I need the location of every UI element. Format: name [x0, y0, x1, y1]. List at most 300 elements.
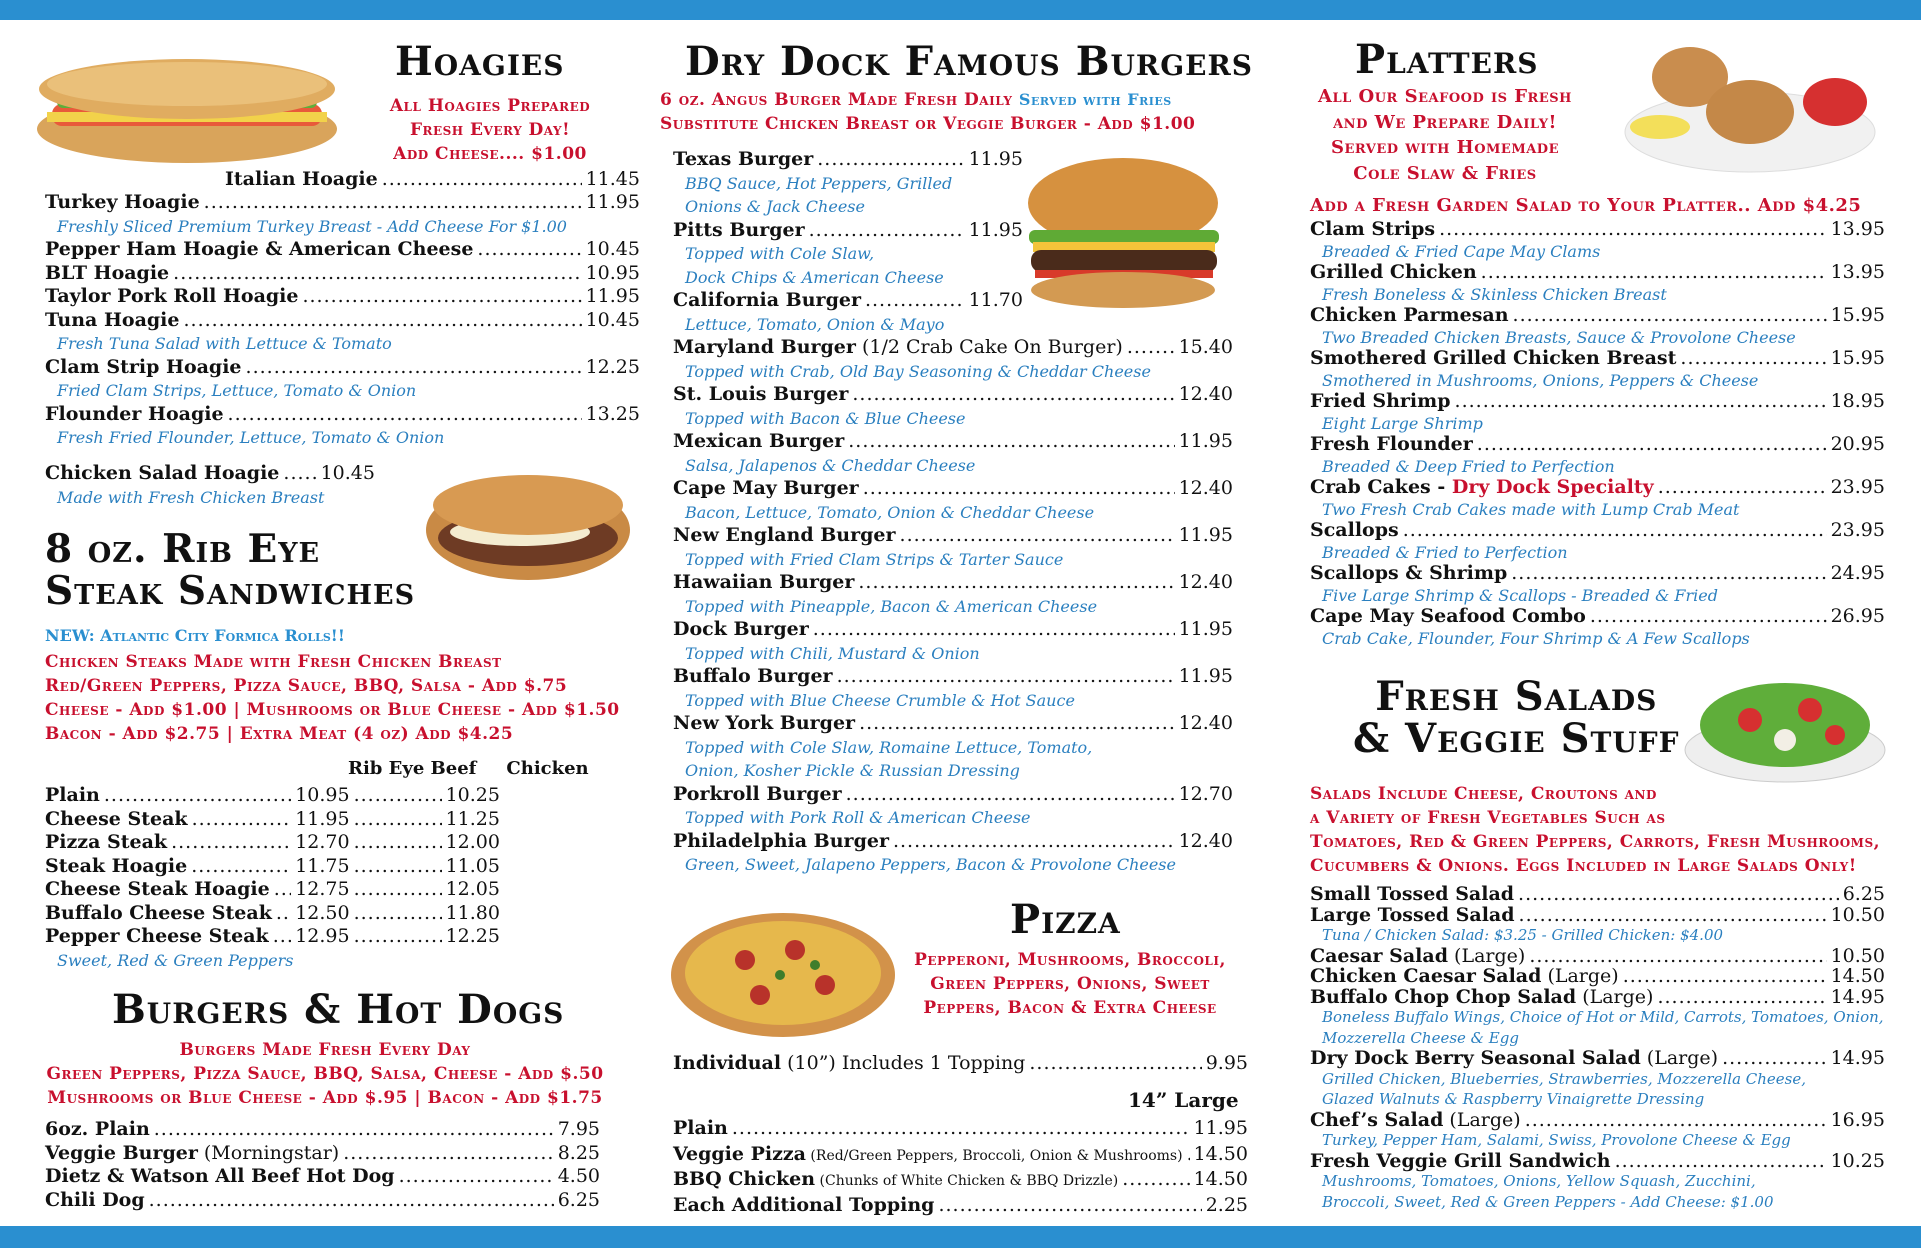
item-price: 11.95	[1178, 524, 1233, 546]
col-header-beef: Rib Eye Beef	[348, 758, 477, 779]
item-name: New York Burger	[673, 712, 856, 734]
menu-item	[225, 168, 640, 192]
steaks-note: Bacon - Add $2.75 | Extra Meat (4 oz) Add $4.25	[45, 724, 514, 744]
item-desc: Fresh Fried Flounder, Lettuce, Tomato & Onion	[57, 428, 445, 447]
burgers-note-red: 6 oz. Angus Burger Made Fresh Daily	[660, 90, 1013, 110]
item-price: 12.25	[585, 355, 640, 378]
item-desc: Eight Large Shrimp	[1322, 413, 1483, 433]
top-band	[0, 0, 1921, 20]
dot-leader	[1680, 348, 1826, 370]
dot-leader	[192, 808, 292, 832]
dot-leader	[846, 783, 1175, 807]
burgers-list	[673, 148, 1233, 877]
item-name: Pepper Cheese Steak	[45, 925, 269, 947]
menu-item	[673, 148, 1023, 172]
platters-note: Served with Homemade	[1331, 137, 1559, 158]
item-name: Caesar Salad	[1310, 944, 1449, 967]
item-price: 13.95	[1830, 261, 1885, 283]
dot-leader	[1187, 1143, 1190, 1167]
item-price-chicken: 11.05	[445, 854, 500, 877]
item-price: 8.25	[557, 1141, 600, 1164]
dot-leader	[276, 902, 291, 926]
dot-leader	[809, 219, 965, 243]
item-price: 14.95	[1830, 985, 1885, 1008]
col-header-chicken: Chicken	[506, 758, 589, 779]
menu-item	[673, 571, 1233, 595]
item-name: Plain	[45, 784, 100, 806]
item-price: 10.95	[585, 261, 640, 284]
hotdogs-note: Green Peppers, Pizza Sauce, BBQ, Salsa, Cheese - Add $.50	[46, 1064, 604, 1084]
menu-item	[45, 285, 640, 309]
menu-item	[673, 1052, 1248, 1076]
item-price-chicken: 11.25	[445, 807, 500, 830]
dot-leader	[1722, 1048, 1827, 1069]
item-name: St. Louis Burger	[673, 383, 849, 405]
menu-item	[673, 1117, 1248, 1143]
item-name: Small Tossed Salad	[1310, 883, 1515, 905]
item-name-wrap	[45, 1118, 150, 1142]
item-price: 18.95	[1830, 390, 1885, 412]
item-price: 24.95	[1830, 562, 1885, 584]
item-desc: Turkey, Pepper Ham, Salami, Swiss, Provolone Cheese & Egg	[1322, 1131, 1791, 1149]
dot-leader	[1529, 946, 1826, 967]
item-name: Chicken Salad Hoagie	[45, 462, 280, 484]
dot-leader	[813, 618, 1175, 642]
item-price: 12.40	[1178, 383, 1233, 405]
item-name: Fried Shrimp	[1310, 390, 1451, 412]
item-name: Large Tossed Salad	[1310, 903, 1515, 926]
dot-leader	[1590, 606, 1827, 628]
dot-leader	[154, 1118, 554, 1142]
item-price: 14.50	[1193, 1142, 1248, 1165]
menu-item	[1310, 1048, 1885, 1069]
item-name: New England Burger	[673, 524, 896, 546]
item-price: 10.25	[1830, 1149, 1885, 1172]
item-name-wrap	[1310, 1048, 1718, 1069]
item-name: Chef’s Salad	[1310, 1108, 1444, 1131]
dot-leader	[354, 878, 442, 902]
item-price: 11.70	[968, 289, 1023, 311]
hoagies-note: Add Cheese.... $1.00	[393, 144, 587, 164]
item-desc: Topped with Crab, Old Bay Seasoning & Cheddar Cheese	[685, 361, 1151, 381]
item-price: 13.25	[585, 402, 640, 425]
menu-item	[1310, 262, 1885, 284]
item-name: Taylor Pork Roll Hoagie	[45, 285, 299, 307]
salads-note: a Variety of Fresh Vegetables Such as	[1310, 808, 1666, 828]
item-desc: Freshly Sliced Premium Turkey Breast - Add Cheese For $1.00	[57, 216, 567, 236]
item-name: Cape May Burger	[673, 477, 859, 499]
item-name: Tuna Hoagie	[45, 308, 180, 331]
item-name: BBQ Chicken	[673, 1168, 816, 1190]
platters-list	[1310, 219, 1885, 649]
item-name-wrap	[1310, 391, 1451, 413]
menu-item	[673, 712, 1233, 736]
item-name: Italian Hoagie	[225, 168, 378, 190]
item-name: Scallops & Shrimp	[1310, 562, 1508, 584]
dot-leader	[1657, 987, 1826, 1008]
burgers-notes	[660, 88, 1195, 136]
bottom-band	[0, 1226, 1921, 1248]
item-desc: Mushrooms, Tomatoes, Onions, Yellow Squash, Zucchini,	[1322, 1172, 1756, 1190]
item-desc: Fried Clam Strips, Lettuce, Tomato & Onion	[57, 381, 417, 400]
steaks-note: Red/Green Peppers, Pizza Sauce, BBQ, Salsa - Add $.75	[45, 676, 568, 696]
menu-item	[45, 1142, 600, 1166]
item-price-beef: 12.95	[295, 925, 350, 947]
dot-leader	[1511, 563, 1826, 585]
item-name-wrap	[45, 1189, 145, 1213]
item-name: Maryland Burger	[673, 336, 856, 358]
dot-leader	[343, 1142, 553, 1166]
dot-leader	[837, 665, 1175, 689]
platters-note: Cole Slaw & Fries	[1353, 162, 1537, 184]
menu-item	[673, 1194, 1248, 1220]
item-price: 12.70	[1178, 782, 1233, 805]
item-desc: Tuna / Chicken Salad: $3.25 - Grilled Chicken: $4.00	[1322, 926, 1724, 944]
item-desc: Topped with Cole Slaw, Romaine Lettuce, Tomato,	[685, 737, 1093, 757]
item-name-wrap	[1310, 987, 1653, 1008]
item-desc: Topped with Fried Clam Strips & Tarter Sauce	[685, 549, 1064, 569]
menu-item	[45, 878, 605, 902]
platters-salad-note: Add a Fresh Garden Salad to Your Platter.. Add $4.25	[1310, 195, 1862, 216]
item-price: 10.45	[585, 238, 640, 260]
dot-leader	[1623, 966, 1827, 987]
hoagies-title: Hoagies	[395, 38, 565, 85]
item-price-beef: 10.95	[295, 784, 350, 806]
item-name: Dry Dock Berry Seasonal Salad	[1310, 1047, 1641, 1069]
dot-leader	[938, 1194, 1201, 1218]
item-desc: Topped with Pineapple, Bacon & American Cheese	[685, 596, 1098, 616]
menu-item	[45, 902, 605, 926]
menu-item	[673, 383, 1233, 407]
item-price: 10.45	[585, 308, 640, 331]
item-name: Each Additional Topping	[673, 1193, 935, 1216]
item-name: Mexican Burger	[673, 430, 845, 452]
item-name: BLT Hoagie	[45, 261, 170, 284]
item-price: 11.45	[585, 168, 640, 190]
salads-note: Cucumbers & Onions. Eggs Included in Large Salads Only!	[1310, 856, 1857, 876]
item-name: Cheese Steak Hoagie	[45, 878, 270, 900]
item-price: 6.25	[1842, 883, 1885, 905]
item-name: Dock Burger	[673, 618, 809, 640]
item-extra: (Large)	[1541, 965, 1619, 987]
item-name: Steak Hoagie	[45, 854, 188, 877]
menu-item	[673, 524, 1233, 548]
menu-item	[1310, 966, 1885, 987]
steaks-note: Cheese - Add $1.00 | Mushrooms or Blue Cheese - Add $1.50	[45, 700, 620, 720]
item-name-wrap	[673, 1168, 1118, 1194]
dot-leader	[273, 925, 291, 949]
item-extra: (Large)	[1443, 1108, 1521, 1131]
item-desc: Salsa, Jalapenos & Cheddar Cheese	[685, 455, 976, 475]
item-desc: Glazed Walnuts & Raspberry Vinaigrette Dressing	[1322, 1090, 1705, 1108]
item-name-wrap	[1310, 946, 1525, 967]
item-name-wrap	[1310, 305, 1509, 327]
dot-leader	[354, 855, 442, 879]
dot-leader	[171, 831, 291, 855]
burgers-note-blue: Served with Fries	[1018, 90, 1172, 109]
item-name: Veggie Burger	[45, 1141, 198, 1164]
pizza-notes	[895, 948, 1245, 1020]
item-extra: (Large)	[1448, 944, 1526, 967]
item-name: Buffalo Chop Chop Salad	[1310, 985, 1577, 1008]
item-price-beef: 11.75	[295, 854, 350, 877]
item-name-wrap	[1310, 1110, 1521, 1131]
item-price: 13.95	[1830, 218, 1885, 240]
item-name-wrap	[673, 148, 813, 172]
salads-title-line: Fresh Salads	[1375, 673, 1658, 720]
item-price-chicken: 12.05	[445, 878, 500, 900]
item-price: 7.95	[557, 1118, 600, 1140]
item-name: Buffalo Burger	[673, 665, 833, 687]
menu-item	[45, 309, 640, 333]
item-price: 11.95	[1178, 665, 1233, 687]
menu-item	[1310, 1151, 1885, 1172]
dot-leader	[900, 524, 1175, 548]
steaks-col-headers	[348, 758, 589, 779]
item-name-wrap	[673, 1117, 728, 1143]
item-price: 23.95	[1830, 476, 1885, 498]
hotdogs-list	[45, 1118, 600, 1212]
item-name-wrap	[1310, 1151, 1611, 1172]
dot-leader	[1403, 520, 1827, 542]
item-name-wrap	[673, 430, 844, 454]
dot-leader	[1122, 1168, 1189, 1192]
pizza-title: Pizza	[1010, 896, 1121, 943]
hoagie-row-italian	[225, 168, 640, 192]
item-price: 15.95	[1830, 347, 1885, 369]
item-desc: Mozzerella Cheese & Egg	[1322, 1028, 1519, 1047]
dot-leader	[191, 855, 291, 879]
hoagies-note: Fresh Every Day!	[409, 120, 571, 140]
dot-leader	[848, 430, 1174, 454]
menu-item	[45, 1189, 600, 1213]
dot-leader	[1127, 336, 1175, 360]
menu-item	[1310, 946, 1885, 967]
item-name: Pepper Ham Hoagie & American Cheese	[45, 238, 474, 260]
menu-item	[45, 356, 640, 380]
burgers-title: Dry Dock Famous Burgers	[685, 38, 1253, 85]
menu-item	[673, 219, 1023, 243]
salads-note: Tomatoes, Red & Green Peppers, Carrots, Fresh Mushrooms,	[1310, 832, 1881, 852]
steak-sandwich-image	[420, 460, 635, 590]
item-name-wrap	[673, 477, 859, 501]
item-price-beef: 12.70	[295, 831, 350, 853]
item-price: 12.40	[1178, 712, 1233, 734]
item-desc: Topped with Chili, Mustard & Onion	[685, 643, 980, 663]
menu-item	[45, 238, 640, 262]
dot-leader	[399, 1165, 554, 1189]
item-name: Flounder Hoagie	[45, 402, 224, 425]
item-name: Turkey Hoagie	[45, 191, 200, 213]
dot-leader	[1518, 884, 1839, 905]
item-desc: Bacon, Lettuce, Tomato, Onion & Cheddar Cheese	[685, 502, 1095, 522]
item-name-wrap	[673, 383, 848, 407]
dot-leader	[354, 808, 442, 832]
dot-leader	[1658, 477, 1827, 499]
item-price: 6.25	[557, 1188, 600, 1211]
pizza-individual	[673, 1052, 1248, 1076]
menu-item	[45, 925, 605, 949]
steaks-title	[45, 528, 415, 612]
item-desc: Onion, Kosher Pickle & Russian Dressing	[685, 761, 1020, 780]
item-desc: Topped with Cole Slaw,	[685, 244, 875, 263]
menu-item	[673, 665, 1233, 689]
item-desc: Topped with Pork Roll & American Cheese	[685, 808, 1031, 827]
salads-title	[1353, 673, 1680, 762]
menu-item	[1310, 563, 1885, 585]
steaks-notes	[45, 650, 620, 746]
item-price: 16.95	[1830, 1108, 1885, 1131]
item-price: 14.50	[1830, 965, 1885, 987]
pizza-list	[673, 1117, 1248, 1219]
dot-leader	[149, 1189, 554, 1213]
menu-item	[1310, 477, 1885, 499]
item-name: Porkroll Burger	[673, 782, 842, 805]
item-desc: Made with Fresh Chicken Breast	[57, 487, 325, 507]
item-name: Clam Strips	[1310, 218, 1436, 240]
item-price: 11.95	[1193, 1117, 1248, 1139]
item-name: Fresh Veggie Grill Sandwich	[1310, 1149, 1611, 1172]
steaks-note: Chicken Steaks Made with Fresh Chicken Breast	[45, 652, 502, 672]
menu-item	[673, 830, 1233, 854]
item-price: 15.40	[1178, 336, 1233, 358]
item-price: 11.95	[968, 218, 1023, 241]
menu-item	[45, 262, 640, 286]
item-desc: Dock Chips & American Cheese	[685, 267, 944, 287]
item-name: Philadelphia Burger	[673, 829, 889, 852]
menu-item	[45, 191, 640, 215]
item-price-beef: 11.95	[295, 807, 350, 830]
item-desc: Green, Sweet, Jalapeno Peppers, Bacon & Provolone Cheese	[685, 855, 1176, 874]
item-name-wrap	[1310, 262, 1477, 284]
pizza-large-label: 14” Large	[1128, 1088, 1239, 1112]
hoagies-list	[45, 191, 640, 450]
item-name-wrap	[673, 665, 833, 689]
pizza-image	[665, 905, 900, 1045]
dot-leader	[1615, 1151, 1827, 1172]
item-desc: Sweet, Red & Green Peppers	[57, 950, 294, 970]
pizza-note: Pepperoni, Mushrooms, Broccoli,	[914, 950, 1226, 970]
item-price: 11.95	[585, 191, 640, 213]
menu-item	[673, 618, 1233, 642]
steaks-title-line: 8 oz. Rib Eye	[45, 526, 321, 572]
menu-item	[1310, 606, 1885, 628]
item-name: Hawaiian Burger	[673, 571, 855, 593]
dot-leader	[852, 383, 1174, 407]
salads-title-line: & Veggie Stuff	[1353, 715, 1680, 762]
dot-leader	[863, 477, 1175, 501]
item-name-wrap	[1310, 219, 1435, 241]
menu-item	[1310, 391, 1885, 413]
item-name-wrap	[1310, 606, 1586, 628]
item-desc: Broccoli, Sweet, Red & Green Peppers - Add Cheese: $1.00	[1322, 1192, 1774, 1211]
item-desc: Boneless Buffalo Wings, Choice of Hot or Mild, Carrots, Tomatoes, Onion,	[1322, 1008, 1884, 1026]
menu-item	[673, 783, 1233, 807]
menu-item	[673, 1143, 1248, 1169]
dot-leader	[354, 902, 442, 926]
item-desc: Onions & Jack Cheese	[685, 197, 865, 216]
item-price: 2.25	[1205, 1193, 1248, 1216]
menu-item	[45, 784, 605, 808]
menu-item	[1310, 987, 1885, 1008]
dot-leader	[858, 571, 1174, 595]
item-price: 10.50	[1830, 903, 1885, 926]
menu-item	[1310, 434, 1885, 456]
item-price: 12.40	[1178, 477, 1233, 499]
item-name: 6oz. Plain	[45, 1118, 150, 1140]
item-name-wrap	[1310, 563, 1507, 585]
item-price: 15.95	[1830, 304, 1885, 326]
menu-item	[45, 403, 640, 427]
item-name-wrap	[1310, 520, 1399, 542]
menu-item	[45, 808, 605, 832]
item-name: Cape May Seafood Combo	[1310, 605, 1586, 627]
item-name: Clam Strip Hoagie	[45, 355, 242, 378]
dot-leader	[1439, 219, 1827, 241]
dot-leader	[865, 289, 965, 313]
item-price-chicken: 11.80	[445, 901, 500, 924]
burgers-note: Substitute Chicken Breast or Veggie Burger - Add $1.00	[660, 114, 1196, 134]
item-extra: (10”) Includes 1 Topping	[781, 1052, 1026, 1074]
item-price: 11.95	[1178, 430, 1233, 452]
item-price-chicken: 12.25	[445, 925, 500, 947]
item-desc: Topped with Blue Cheese Crumble & Hot Sauce	[685, 690, 1075, 710]
item-name: Pitts Burger	[673, 218, 805, 241]
item-desc: Fresh Tuna Salad with Lettuce & Tomato	[57, 334, 392, 353]
item-name-wrap	[1310, 905, 1515, 926]
item-name: Dietz & Watson All Beef Hot Dog	[45, 1165, 395, 1187]
menu-item	[673, 477, 1233, 501]
menu-item	[1310, 520, 1885, 542]
item-name-wrap	[673, 1194, 934, 1220]
item-name-wrap	[1310, 348, 1676, 370]
item-name: Chicken Parmesan	[1310, 304, 1509, 326]
hoagies-note: All Hoagies Prepared	[389, 96, 591, 116]
item-extra: (Large)	[1640, 1047, 1719, 1069]
item-name: Chicken Caesar Salad	[1310, 965, 1542, 987]
hotdogs-notes	[40, 1038, 610, 1110]
hotdogs-note: Burgers Made Fresh Every Day	[179, 1040, 471, 1060]
item-name-wrap	[1310, 477, 1654, 499]
dot-leader	[859, 712, 1175, 736]
item-name: Fresh Flounder	[1310, 433, 1473, 455]
item-price: 11.95	[968, 148, 1023, 170]
item-price: 11.95	[1178, 618, 1233, 640]
crab-cakes-image	[1620, 32, 1885, 180]
item-price: 10.45	[320, 462, 375, 484]
item-name: Smothered Grilled Chicken Breast	[1310, 347, 1677, 369]
item-name-wrap	[673, 336, 1123, 360]
menu-item	[45, 462, 375, 486]
hotdogs-note: Mushrooms or Blue Cheese - Add $.95 | Bacon - Add $1.75	[47, 1088, 603, 1108]
dot-leader	[274, 878, 291, 902]
menu-item	[673, 430, 1233, 454]
hoagie-sandwich-image	[32, 34, 342, 174]
item-name-wrap	[673, 783, 842, 807]
item-desc: Fresh Boneless & Skinless Chicken Breast	[1322, 284, 1667, 304]
menu-item	[45, 1118, 600, 1142]
platters-note: All Our Seafood is Fresh	[1318, 86, 1572, 107]
item-name: Grilled Chicken	[1310, 261, 1477, 283]
item-price: 14.95	[1830, 1047, 1885, 1069]
item-name-wrap	[45, 1142, 339, 1166]
item-desc: Grilled Chicken, Blueberries, Strawberries, Mozzerella Cheese,	[1322, 1069, 1807, 1088]
item-price: 23.95	[1830, 519, 1885, 541]
item-name: Cheese Steak	[45, 807, 188, 830]
dot-leader	[1481, 262, 1827, 284]
item-name: Plain	[673, 1117, 728, 1139]
menu-item	[45, 831, 605, 855]
